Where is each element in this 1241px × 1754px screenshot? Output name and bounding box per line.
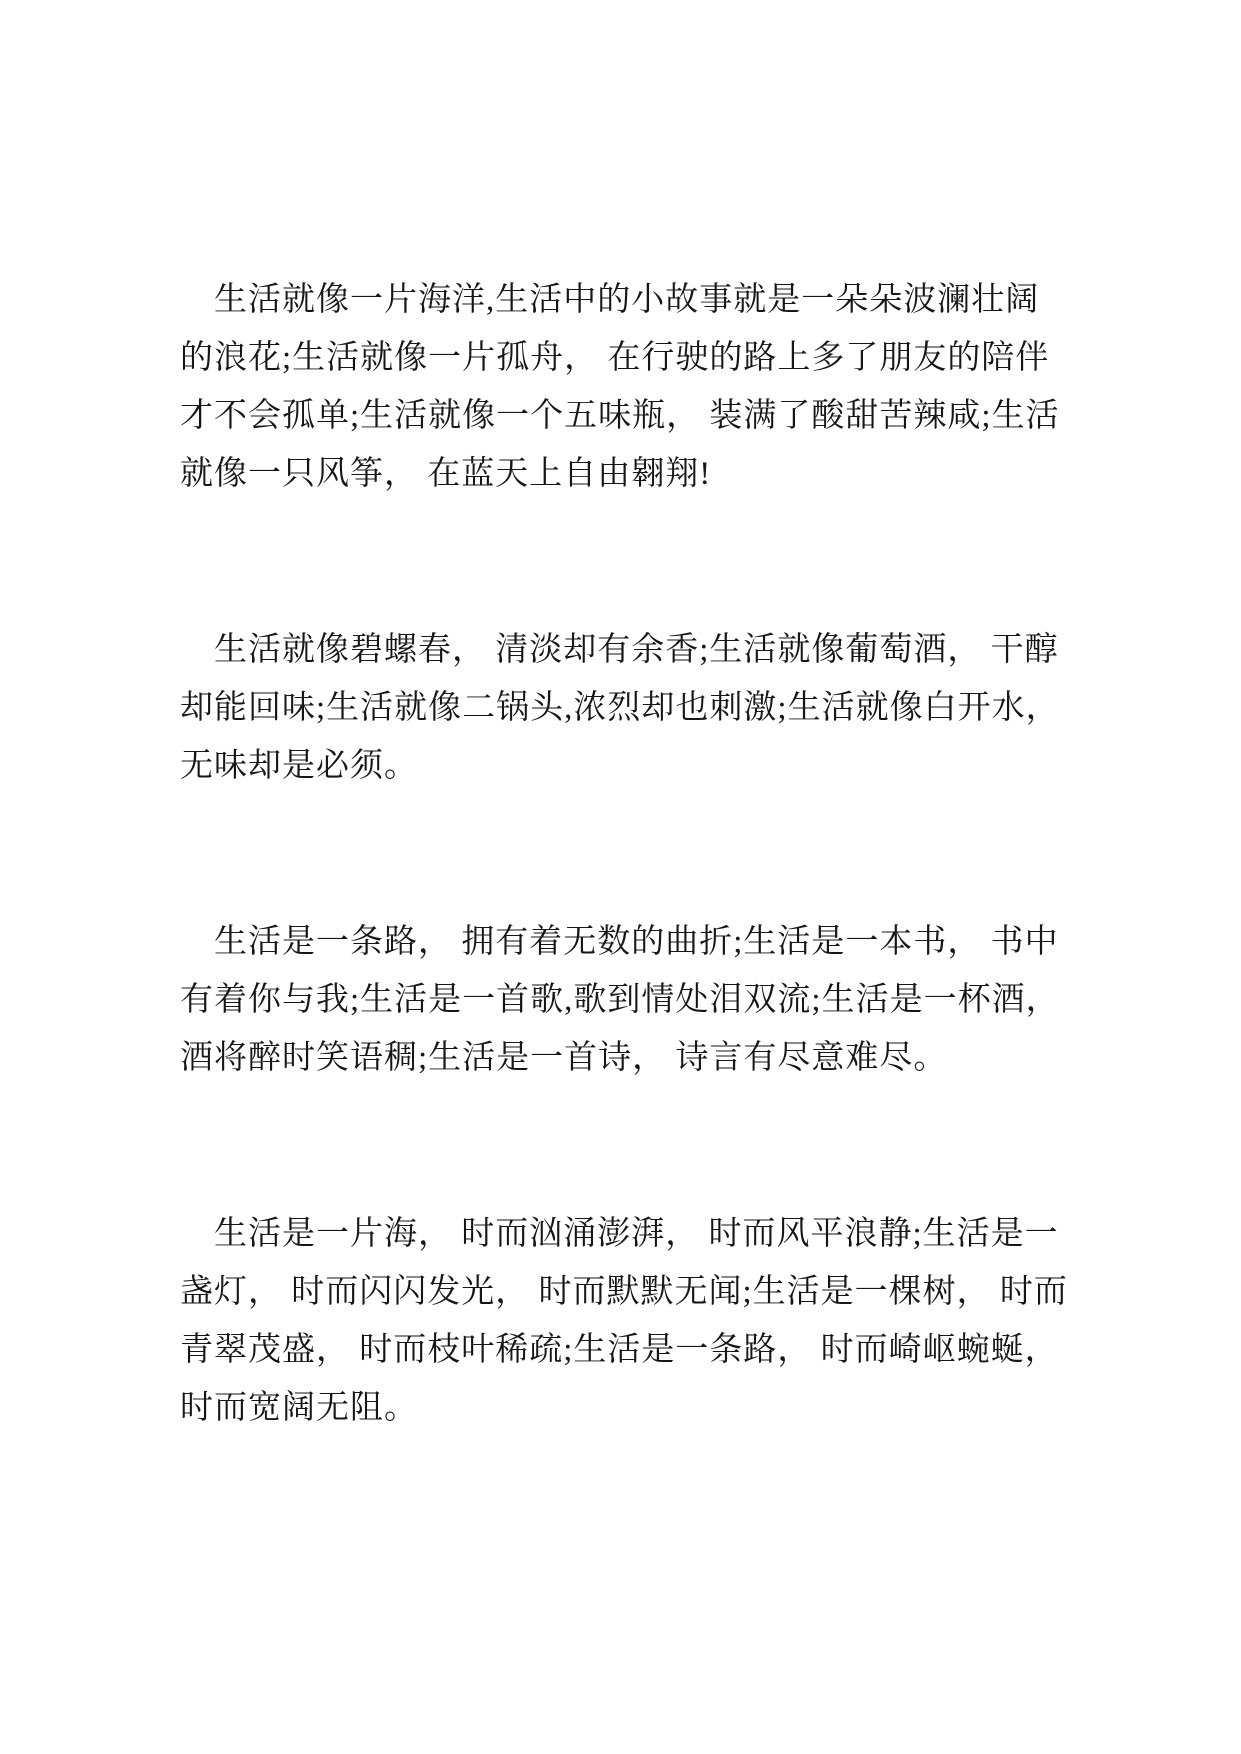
paragraph — [180, 913, 1060, 1087]
text-line: 生活是一条路， 拥有着无数的曲折;生活是一本书， 书中 — [214, 924, 1059, 960]
text-line: 才不会孤单;生活就像一个五味瓶， 装满了酸甜苦辣咸;生活 — [180, 398, 1060, 434]
text-line: 酒将醉时笑语稠;生活是一首诗， 诗言有尽意难尽。 — [180, 1040, 948, 1076]
text-line: 却能回味;生活就像二锅头,浓烈却也刺激;生活就像白开水， — [180, 690, 1060, 726]
text-line: 时而宽阔无阻。 — [180, 1390, 418, 1426]
text-line: 无味却是必须。 — [180, 748, 418, 784]
text-line: 的浪花;生活就像一片孤舟， 在行驶的路上多了朋友的陪伴 — [180, 340, 1050, 376]
text-line: 盏灯， 时而闪闪发光， 时而默默无闻;生活是一棵树， 时而 — [180, 1274, 1068, 1310]
text-line: 青翠茂盛， 时而枝叶稀疏;生活是一条路， 时而崎岖蜿蜒， — [180, 1332, 1059, 1368]
document-text-block — [180, 271, 1068, 1437]
text-line: 生活就像一片海洋,生活中的小故事就是一朵朵波澜壮阔 — [214, 282, 1040, 318]
text-line: 生活就像碧螺春， 清淡却有余香;生活就像葡萄酒， 干醇 — [214, 632, 1059, 668]
paragraph — [180, 1205, 1068, 1437]
text-line: 有着你与我;生活是一首歌,歌到情处泪双流;生活是一杯酒， — [180, 982, 1060, 1018]
text-line: 就像一只风筝， 在蓝天上自由翱翔! — [180, 456, 712, 492]
text-line: 生活是一片海， 时而汹涌澎湃， 时而风平浪静;生活是一 — [214, 1216, 1059, 1252]
paragraph — [180, 621, 1060, 795]
paragraph — [180, 271, 1060, 503]
